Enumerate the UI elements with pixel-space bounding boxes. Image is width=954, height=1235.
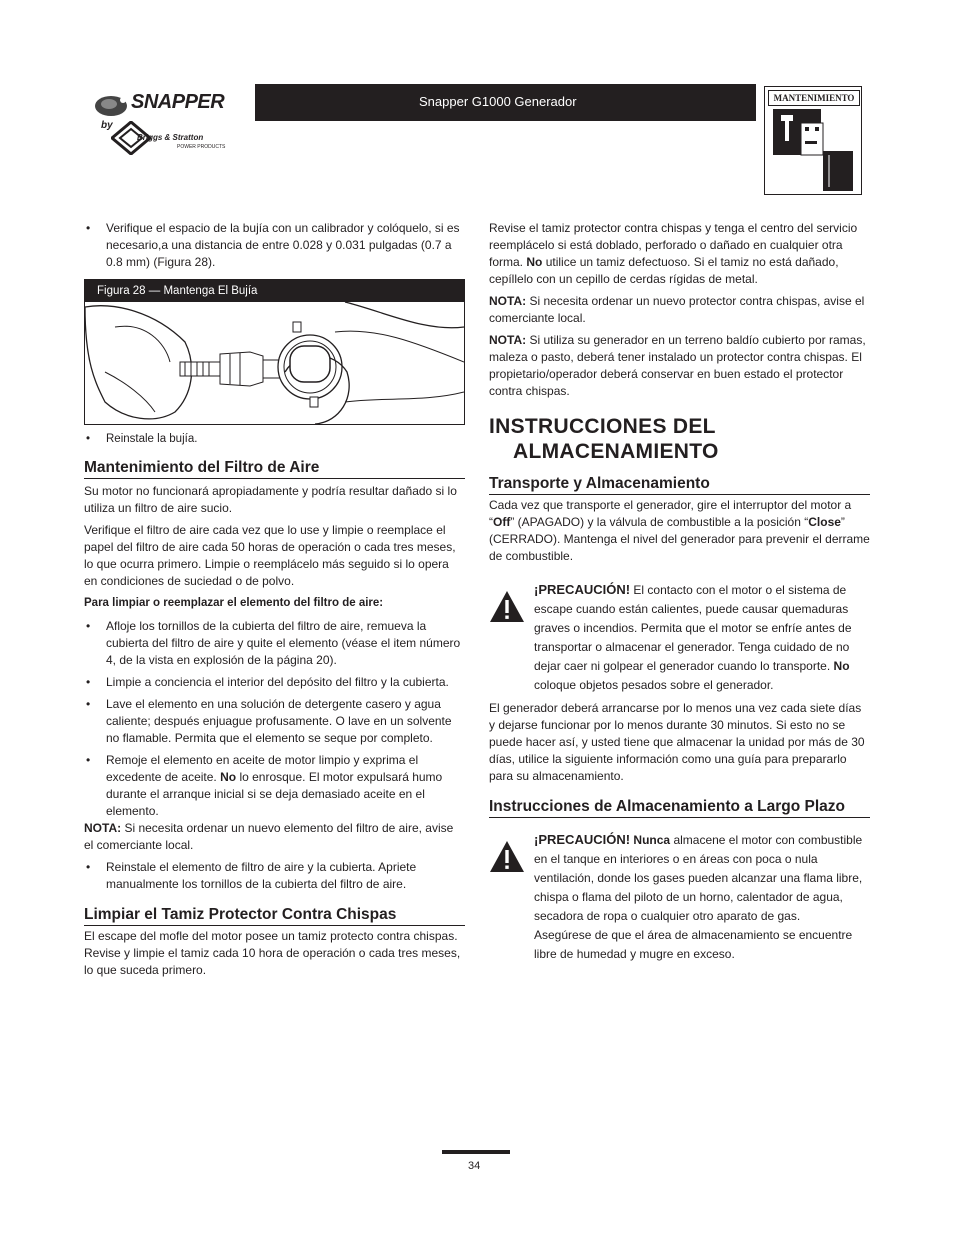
header-bar — [255, 84, 756, 121]
para-inspect-a: Revise el tamiz protector contra chispas y tenga el centro del servicio reemplácelo si está doblado, perforado o dañado en cualquier otra forma. — [489, 221, 858, 269]
note1-text: Si necesita ordenar un nuevo protector contra chispas, avise el comerciante local. — [489, 294, 865, 325]
section-title-storage — [489, 414, 870, 464]
heading-spark-arrester: Limpiar el Tamiz Protector Contra Chispas — [84, 907, 465, 926]
para-inspect-screen — [489, 220, 870, 288]
tp-close: Close — [808, 515, 841, 529]
maintenance-badge-label: MANTENIMIENTO — [768, 90, 860, 106]
bullet-soak-text-b: lo enrosque. El motor expulsará humo durante el arranque inicial si se deja demasiado aceite en el elemento. — [106, 770, 443, 818]
bullet-soak-text-a: Remoje el elemento en aceite de motor limpio y exprima el excedente de aceite. — [106, 753, 419, 784]
footer-rule — [442, 1150, 510, 1154]
tp-b: ” (APAGADO) y la válvula de combustible a la posición “ — [510, 515, 809, 529]
bullet-loosen-screws: • Afloje los tornillos de la cubierta del filtro de aire, remueva la cubierta del filtro de aire y quite el elemento (véase el item número 4, de la vista en explosión de la página 20). — [84, 618, 465, 669]
para-air-filter-2: Verifique el filtro de aire cada vez que lo use y limpie o reemplace el papel del filtro de aire cada 50 horas de operación o cada tres meses, lo que ocurra primero. Limpie o reemplácelo más seguido si lo opera en condiciones de suciedad o de polvo. — [84, 523, 456, 588]
bullet-soak-element — [84, 752, 465, 820]
power-products: POWER PRODUCTS — [177, 144, 226, 150]
note-order-arrester — [489, 293, 870, 327]
left-column — [84, 220, 465, 271]
warning1-text-b: coloque objetos pesados sobre el generador. — [534, 678, 774, 692]
brand-name: SNAPPER — [131, 91, 225, 113]
warning-fuel-storage — [489, 830, 870, 964]
para-spark-arrester: El escape del mofle del motor posee un tamiz protecto contra chispas. Revise y limpie el tamiz cada 10 hora de operación o cada tres meses, lo que suceda primero. — [84, 929, 461, 977]
page-number: 34 — [468, 1160, 481, 1172]
warning2-label: ¡PRECAUCIÓN! — [534, 832, 631, 847]
section-title-line1: INSTRUCCIONES DEL — [489, 415, 716, 438]
left-column-body — [84, 431, 465, 979]
figure-caption-bar — [85, 280, 464, 302]
heading-long-term-storage — [489, 799, 870, 818]
para-inspect-no: No — [526, 255, 543, 269]
warning-hot-engine — [489, 580, 870, 695]
section-title-line2: ALMACENAMIENTO — [513, 440, 719, 463]
para-transport — [489, 497, 870, 565]
note2-label: NOTA: — [489, 333, 527, 347]
tp-off: Off — [493, 515, 511, 529]
right-column — [489, 220, 870, 964]
bullet-spark-gap: • Verifique el espacio de la bujía con un calibrador y colóquelo, si es necesario,a una distancia de entre 0.028 y 0.031 pulgadas (0.7 a 0.8 mm) (Figura 28). — [84, 220, 465, 271]
note1-label: NOTA: — [489, 294, 527, 308]
document-title: Snapper G1000 Generador — [419, 94, 577, 109]
note2-text: Si utiliza su generador en un terreno baldío cubierto por ramas, maleza o pasto, deberá tener instalado un protector contra chispas. El propietario/operador deberá conservar en buen estado el protector contra chispas. — [489, 333, 866, 398]
bullet-wash-element — [84, 696, 465, 747]
tp-a: Cada vez que transporte el generador, gire el interruptor del motor a “ — [489, 498, 852, 529]
heading-transport: Transporte y Almacenamiento — [489, 476, 870, 495]
bullet-reinstall-plug: • Reinstale la bujía. — [84, 431, 465, 448]
figure-caption: Figura 28 — Mantenga El Bujía — [97, 285, 258, 297]
warning1-no: No — [833, 659, 850, 673]
note-field-use — [489, 332, 870, 400]
figure-28 — [84, 279, 465, 425]
warning2-text-a: almacene el motor con combustible en el tanque en interiores o en áreas con poca o nula ventilación, donde los gases pueden alcanzar una flama libre, chispa o flama del piloto de un horno, calentador de agua, secadora de ropa o cualquier otro aparato de gas. — [534, 833, 863, 923]
warning-triangle-icon — [489, 590, 525, 623]
briggs-name: Briggs & Stratton — [137, 133, 204, 142]
wrench-tool-icon — [771, 109, 855, 191]
warning2-text-b: Asegúrese de que el área de almacenamiento se encuentre libre de humedad y mugre en exceso. — [534, 928, 853, 961]
para-inspect-b: utilice un tamiz defectuoso. Si el tamiz no está dañado, cepíllelo con un cepillo de cerdas rígidas de metal. — [489, 255, 839, 286]
note-text: Si necesita ordenar un nuevo elemento del filtro de aire, avise el comerciante local. — [84, 821, 454, 852]
bullet-reinstall-filter: • Reinstale el elemento de filtro de aire y la cubierta. Apriete manualmente los tornillos de la cubierta del filtro de aire. — [84, 859, 465, 893]
maintenance-badge — [764, 86, 862, 195]
spark-plug-hands-illustration — [85, 302, 464, 424]
bullet-wash-text: Lave el elemento en una solución de detergente casero y agua caliente; después enjuague profusamente. O lave en un solvente no flamable. Permita que el elemento se seque por completo. — [106, 697, 452, 745]
warning2-nunca: Nunca — [633, 833, 671, 847]
bullet-soak-no: No — [220, 770, 237, 784]
bullet-clean-housing: • Limpie a conciencia el interior del depósito del filtro y la cubierta. — [84, 674, 465, 691]
tp-c: ” (CERRADO). Mantenga el nivel del generador para prevenir el derrame de combustible. — [489, 515, 870, 563]
para-air-filter-1: Su motor no funcionará apropiadamente y podría resultar dañado si lo utiliza un filtro de aire sucio. — [84, 484, 457, 515]
para-weekly-start: El generador deberá arrancarse por lo menos una vez cada siete días y dejarse funcionar por lo menos durante 30 minutos. Si esto no se puede hacer así, y usted tiene que almacenar la unidad por más de 30 días, utilice la siguiente información como una guía para prepararlo para su almacenamiento. — [489, 701, 865, 783]
by-label: by — [101, 120, 113, 131]
warning1-text-a: El contacto con el motor o el sistema de escape cuando están calientes, puede causar quemaduras graves o incendios. Permita que el motor se enfríe antes de transportar o almacenar el generador. Tenga cuidado de no dejar caer ni golpear el generador cuando lo transporte. — [534, 583, 852, 673]
warning1-label: ¡PRECAUCIÓN! — [534, 582, 631, 597]
para-cleaning-steps-heading: Para limpiar o reemplazar el elemento del filtro de aire: — [84, 597, 384, 609]
warning-triangle-icon — [489, 840, 525, 873]
snapper-logo — [93, 88, 253, 158]
heading-air-filter: Mantenimiento del Filtro de Aire — [84, 460, 465, 479]
note-air-filter — [84, 820, 465, 854]
note-label: NOTA: — [84, 821, 122, 835]
heading-long-term-text: Instrucciones de Almacenamiento a Largo Plazo — [489, 798, 846, 815]
